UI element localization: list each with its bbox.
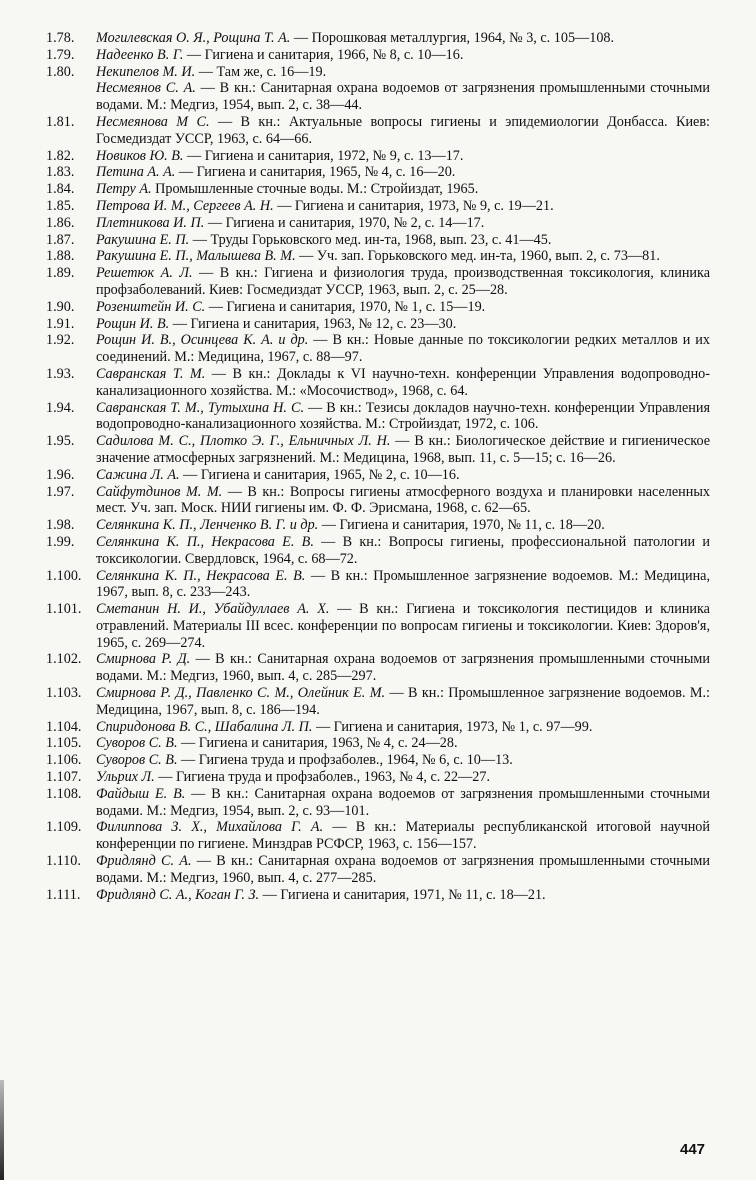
reference-number: 1.96. xyxy=(46,466,75,483)
reference-text: — В кн.: Тезисы докладов научно-техн. конференции Управления водопроводно-канализационного хозяйства. М.: Стройиздат, 1972, с. 106. xyxy=(96,399,710,433)
reference-authors: Рощин И. В. xyxy=(96,315,170,332)
reference-entry xyxy=(0,752,756,769)
reference-text: — В кн.: Биологическое действие и гигиеническое значение атмосферных загрязнений. М.: Медицина, 1968, вып. 11, с. 5—15; с. 16—26. xyxy=(96,433,711,466)
reference-number: 1.83. xyxy=(46,164,75,181)
reference-entry xyxy=(0,265,756,299)
reference-number: 1.89. xyxy=(46,265,75,282)
scan-edge-mark xyxy=(0,1080,4,1180)
reference-entry xyxy=(0,366,756,400)
reference-authors: Спиридонова В. С., Шабалина Л. П. xyxy=(96,718,313,735)
reference-entry xyxy=(0,719,756,736)
reference-entry xyxy=(0,64,756,81)
reference-number: 1.87. xyxy=(46,231,75,248)
reference-entry xyxy=(0,887,756,904)
reference-entry xyxy=(0,568,756,602)
reference-text: — В кн.: Санитарная охрана водоемов от загрязнения промышленными сточными водами. М.: Медгиз, 1954, вып. 2, с. 38—44. xyxy=(96,80,710,114)
reference-entry xyxy=(0,433,756,467)
reference-entry xyxy=(0,517,756,534)
reference-number: 1.81. xyxy=(46,113,75,130)
reference-text: — В кн.: Материалы республиканской итоговой научной конференции по гигиене. Минздрав РСФСР, 1963, с. 156—157. xyxy=(96,819,710,853)
reference-authors: Суворов С. В. xyxy=(96,735,178,752)
reference-number: 1.103. xyxy=(46,685,82,702)
reference-authors: Смирнова Р. Д. xyxy=(96,651,191,668)
reference-entry xyxy=(0,484,756,518)
reference-authors: Розенштейн И. С. xyxy=(96,298,206,315)
reference-text: — Гигиена труда и профзаболев., 1963, № 4, с. 22—27. xyxy=(154,769,490,786)
reference-number: 1.102. xyxy=(46,651,82,668)
reference-entry xyxy=(0,534,756,568)
reference-authors: Ракушина Е. П., Малышева В. М. xyxy=(96,248,296,265)
reference-authors: Сайфутдинов М. М. xyxy=(96,483,223,500)
reference-number: 1.93. xyxy=(46,365,75,382)
reference-text: Промышленные сточные воды. М.: Стройиздат, 1965. xyxy=(151,181,479,198)
reference-number: 1.88. xyxy=(46,248,75,265)
reference-number: 1.100. xyxy=(46,567,82,584)
reference-entry xyxy=(0,651,756,685)
reference-number: 1.99. xyxy=(46,533,75,550)
reference-authors: Плетникова И. П. xyxy=(96,214,205,231)
reference-number: 1.111. xyxy=(46,886,81,903)
reference-authors: Могилевская О. Я., Рощина Т. А. xyxy=(96,30,291,46)
reference-number: 1.94. xyxy=(46,399,75,416)
reference-text: — Гигиена и санитария, 1973, № 1, с. 97—99. xyxy=(312,718,593,735)
reference-authors: Фридлянд С. А. xyxy=(96,853,192,870)
reference-text: — Гигиена и санитария, 1972, № 9, с. 13—17. xyxy=(183,147,464,164)
reference-authors: Решетюк А. Л. xyxy=(96,265,193,282)
reference-text: — В кн.: Гигиена и токсикология пестицидов и клиника отравлений. Материалы III всес. конференции по вопросам гигиены и токсикологии. Киев: Здоров'я, 1965, с. 269—274. xyxy=(96,601,710,651)
reference-authors: Новиков Ю. В. xyxy=(96,147,184,164)
reference-text: — Гигиена труда и профзаболев., 1964, № 6, с. 10—13. xyxy=(177,752,513,769)
reference-number: 1.105. xyxy=(46,735,82,752)
reference-entry xyxy=(0,198,756,215)
reference-authors: Надеенко В. Г. xyxy=(96,46,184,63)
reference-text: — В кн.: Гигиена и физиология труда, производственная токсикология, клиника профзаболеваний. Киев: Госмедиздат УССР, 1963, вып. 2, с. 25—28. xyxy=(96,265,710,298)
reference-authors: Некипелов М. И. xyxy=(96,63,196,80)
reference-authors: Сметанин Н. И., Убайдуллаев А. Х. xyxy=(96,601,330,618)
reference-authors: Филиппова З. Х., Михайлова Г. А. xyxy=(96,819,324,836)
reference-text: — В кн.: Санитарная охрана водоемов от загрязнения промышленными сточными водами. М.: Медгиз, 1960, вып. 4, с. 277—285. xyxy=(96,853,710,886)
reference-number: 1.80. xyxy=(46,63,75,80)
reference-entry xyxy=(0,114,756,148)
reference-authors: Петру А. xyxy=(96,181,152,198)
reference-entry xyxy=(0,685,756,719)
reference-authors: Несмеянова М С. xyxy=(96,113,210,130)
reference-number: 1.85. xyxy=(46,197,75,214)
reference-entry xyxy=(0,735,756,752)
reference-number: 1.110. xyxy=(46,853,81,870)
reference-authors: Садилова М. С., Плотко Э. Г., Ельничных Л. Н. xyxy=(96,433,391,450)
reference-authors: Рощин И. В., Осинцева К. А. и др. xyxy=(96,332,309,349)
reference-number: 1.86. xyxy=(46,214,75,231)
reference-text: — В кн.: Вопросы гигиены атмосферного воздуха и планировки населенных мест. Уч. зап. Моск. НИИ гигиены им. Ф. Ф. Эрисмана, 1968, с. 62—65. xyxy=(96,483,710,517)
reference-authors: Савранская Т. М. xyxy=(96,365,206,382)
reference-text: — В кн.: Промышленное загрязнение водоемов. М.: Медицина, 1967, вып. 8, с. 233—243. xyxy=(96,567,711,601)
reference-text: — В кн.: Промышленное загрязнение водоемов. М.: Медицина, 1967, вып. 8, с. 186—194. xyxy=(96,685,710,718)
reference-entry xyxy=(0,601,756,651)
reference-text: — Гигиена и санитария, 1963, № 4, с. 24—28. xyxy=(177,735,458,752)
reference-number: 1.104. xyxy=(46,718,82,735)
reference-text: — В кн.: Вопросы гигиены, профессиональной патологии и токсикологии. Свердловск, 1964, с. 68—72. xyxy=(96,533,710,567)
reference-text: — Гигиена и санитария, 1963, № 12, с. 23—30. xyxy=(169,315,457,332)
reference-authors: Суворов С. В. xyxy=(96,752,178,769)
reference-text: — Гигиена и санитария, 1966, № 8, с. 10—16. xyxy=(183,46,464,63)
reference-entry xyxy=(0,400,756,434)
reference-entry xyxy=(0,80,756,114)
reference-authors: Файдыш Е. В. xyxy=(96,785,186,802)
reference-entry xyxy=(0,786,756,820)
reference-number: 1.101. xyxy=(46,601,82,618)
reference-authors: Сажина Л. А. xyxy=(96,466,180,483)
reference-authors: Фридлянд С. А., Коган Г. З. xyxy=(96,886,260,903)
reference-authors: Смирнова Р. Д., Павленко С. М., Олейник Е. М. xyxy=(96,685,386,702)
reference-text: — Гигиена и санитария, 1971, № 11, с. 18—21. xyxy=(259,886,546,903)
reference-entry xyxy=(0,467,756,484)
reference-list xyxy=(0,30,756,903)
reference-text: — В кн.: Санитарная охрана водоемов от загрязнения промышленными сточными водами. М.: Медгиз, 1960, вып. 4, с. 285—297. xyxy=(96,651,711,685)
reference-authors: Ракушина Е. П. xyxy=(96,231,190,248)
reference-text: — Там же, с. 16—19. xyxy=(195,63,327,80)
reference-entry xyxy=(0,30,756,47)
reference-entry xyxy=(0,332,756,366)
reference-number: 1.79. xyxy=(46,46,75,63)
reference-number: 1.78. xyxy=(46,30,75,46)
reference-authors: Ульрих Л. xyxy=(96,769,155,786)
reference-number: 1.97. xyxy=(46,483,75,500)
reference-entry xyxy=(0,853,756,887)
reference-number: 1.107. xyxy=(46,769,82,786)
reference-authors: Селянкина К. П., Некрасова Е. В. xyxy=(96,533,314,550)
reference-entry xyxy=(0,232,756,249)
reference-entry xyxy=(0,248,756,265)
reference-number: 1.82. xyxy=(46,147,75,164)
reference-entry xyxy=(0,316,756,333)
reference-authors: Селянкина К. П., Некрасова Е. В. xyxy=(96,567,306,584)
reference-number: 1.106. xyxy=(46,752,82,769)
page-number: 447 xyxy=(680,1141,706,1158)
reference-number: 1.92. xyxy=(46,332,75,349)
reference-text: — Гигиена и санитария, 1965, № 4, с. 16—20. xyxy=(175,164,456,181)
reference-authors: Петина А. А. xyxy=(96,164,176,181)
reference-number: 1.91. xyxy=(46,315,75,332)
reference-entry xyxy=(0,299,756,316)
reference-entry xyxy=(0,769,756,786)
reference-number: 1.84. xyxy=(46,181,75,198)
reference-number: 1.90. xyxy=(46,298,75,315)
reference-text: — В кн.: Санитарная охрана водоемов от загрязнения промышленными сточными водами. М.: Медгиз, 1954, вып. 2, с. 93—101. xyxy=(96,785,710,819)
reference-entry xyxy=(0,47,756,64)
reference-text: — Гигиена и санитария, 1970, № 2, с. 14—17. xyxy=(204,214,485,231)
reference-entry xyxy=(0,819,756,853)
reference-text: — Гигиена и санитария, 1970, № 1, с. 15—19. xyxy=(205,298,486,315)
reference-text: — В кн.: Доклады к VI научно-техн. конференции Управления водопроводно-канализационного хозяйства. М.: «Мосочиствод», 1968, с. 64. xyxy=(96,365,710,399)
reference-entry xyxy=(0,181,756,198)
reference-text: — Гигиена и санитария, 1965, № 2, с. 10—16. xyxy=(179,466,460,483)
reference-authors: Селянкина К. П., Ленченко В. Г. и др. xyxy=(96,517,319,534)
reference-number: 1.95. xyxy=(46,433,75,450)
reference-text: — Порошковая металлургия, 1964, № 3, с. 105—108. xyxy=(290,30,615,46)
reference-authors: Савранская Т. М., Тутыхина Н. С. xyxy=(96,399,304,416)
reference-text: — Труды Горьковского мед. ин-та, 1968, вып. 23, с. 41—45. xyxy=(189,231,552,248)
reference-text: — Гигиена и санитария, 1973, № 9, с. 19—21. xyxy=(273,197,554,214)
reference-text: — Уч. зап. Горьковского мед. ин-та, 1960, вып. 2, с. 73—81. xyxy=(295,248,660,265)
reference-authors: Несмеянов С. А. xyxy=(96,80,196,97)
reference-number: 1.108. xyxy=(46,785,82,802)
reference-text: — В кн.: Новые данные по токсикологии редких металлов и их соединений. М.: Медицина, 1967, с. 88—97. xyxy=(96,332,710,366)
reference-number: 1.109. xyxy=(46,819,82,836)
reference-number: 1.98. xyxy=(46,517,75,534)
reference-text: — Гигиена и санитария, 1970, № 11, с. 18—20. xyxy=(318,517,605,534)
reference-entry xyxy=(0,215,756,232)
reference-text: — В кн.: Актуальные вопросы гигиены и эпидемиологии Донбасса. Киев: Госмедиздат УССР, 1963, с. 64—66. xyxy=(96,113,710,147)
reference-entry xyxy=(0,164,756,181)
reference-authors: Петрова И. М., Сергеев А. Н. xyxy=(96,197,274,214)
reference-entry xyxy=(0,148,756,165)
